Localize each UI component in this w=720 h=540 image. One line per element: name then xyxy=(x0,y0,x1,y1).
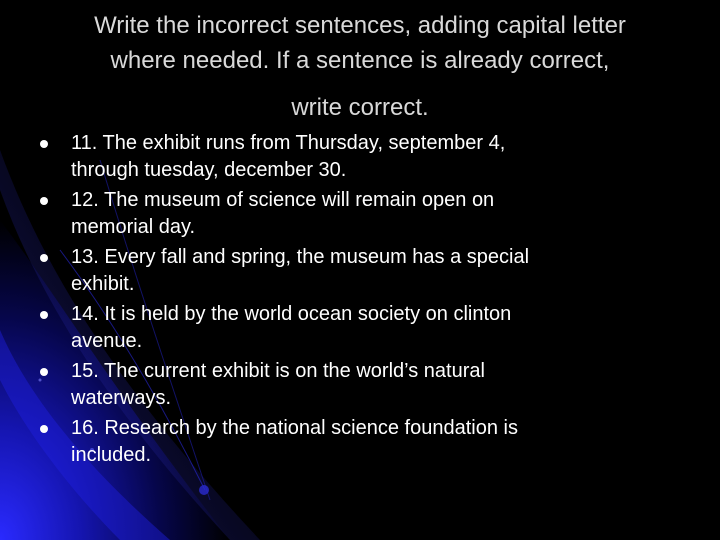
sentence-line: 12. The museum of science will remain open on xyxy=(71,189,495,211)
sentence-line: avenue. xyxy=(71,330,143,352)
bullet-icon xyxy=(40,254,48,262)
sentence-line: 13. Every fall and spring, the museum has a special xyxy=(71,246,530,268)
list-item xyxy=(36,415,636,469)
list-item xyxy=(36,358,636,412)
bullet-icon xyxy=(40,425,48,433)
bullet-icon xyxy=(40,311,48,319)
sentence-list xyxy=(36,130,636,472)
sentence-line: through tuesday, december 30. xyxy=(71,159,347,181)
sentence-line: 15. The current exhibit is on the world’s natural xyxy=(71,360,485,382)
list-item xyxy=(36,301,636,355)
sentence-line: included. xyxy=(71,444,152,466)
title-line: write correct. xyxy=(291,93,429,121)
sentence-line: 14. It is held by the world ocean society on clinton xyxy=(71,303,512,325)
sentence-line: memorial day. xyxy=(71,216,196,238)
list-item xyxy=(36,130,636,184)
list-item xyxy=(36,244,636,298)
sentence-line: 11. The exhibit runs from Thursday, september 4, xyxy=(71,132,506,154)
slide-title xyxy=(30,9,690,125)
sentence-line: exhibit. xyxy=(71,273,135,295)
bullet-icon xyxy=(40,368,48,376)
bullet-icon xyxy=(40,197,48,205)
sentence-line: 16. Research by the national science foundation is xyxy=(71,417,518,439)
title-line: Write the incorrect sentences, adding capital letter xyxy=(94,12,626,39)
title-line: where needed. If a sentence is already correct, xyxy=(110,46,610,74)
sentence-line: waterways. xyxy=(71,387,172,409)
bullet-icon xyxy=(40,140,48,148)
list-item xyxy=(36,187,636,241)
